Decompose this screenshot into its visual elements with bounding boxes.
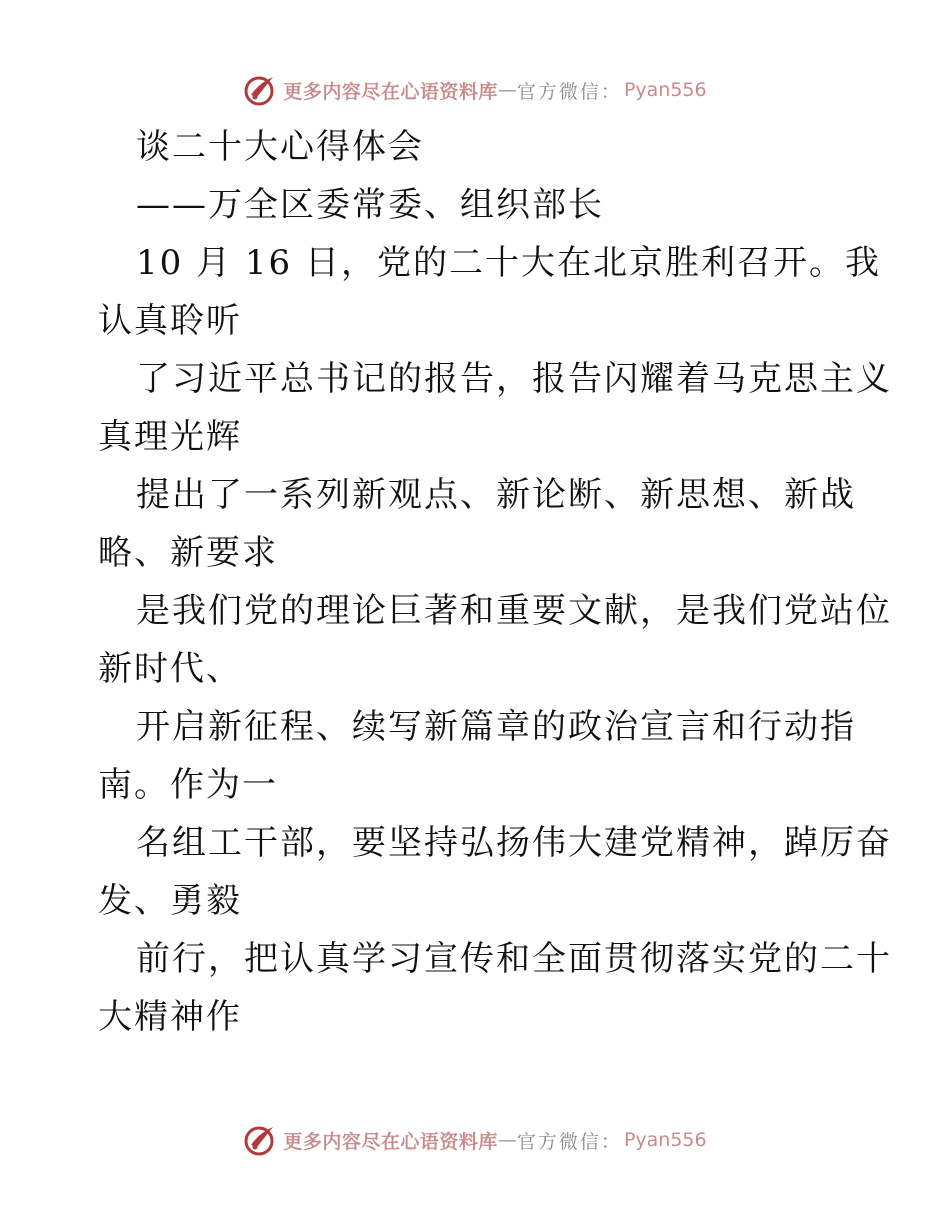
banner-separator: — <box>497 79 517 101</box>
text-line: 真理光辉 <box>98 417 242 457</box>
footer-banner <box>0 1120 950 1160</box>
text-line: 提出了一系列新观点、新论断、新思想、新战 <box>136 475 856 515</box>
banner-wechat-id: Pyan556 <box>623 79 707 101</box>
text-line: 名组工干部，要坚持弘扬伟大建党精神，踔厉奋 <box>136 823 892 863</box>
document-body <box>98 118 892 1046</box>
document-byline: ——万全区委常委、组织部长 <box>136 185 604 225</box>
text-line: 新时代、 <box>98 649 242 689</box>
text-line: 10 月 16 日，党的二十大在北京胜利召开。我 <box>136 243 881 283</box>
banner-main-text: 更多内容尽在心语资料库 <box>283 80 498 103</box>
banner-main-text: 更多内容尽在心语资料库 <box>283 1130 498 1153</box>
brush-logo-icon <box>243 73 277 107</box>
text-line: 是我们党的理论巨著和重要文献，是我们党站位 <box>136 591 892 631</box>
text-line: 南。作为一 <box>98 765 278 805</box>
header-banner <box>0 70 950 110</box>
text-line: 认真聆听 <box>98 301 242 341</box>
brush-logo-icon <box>243 1123 277 1157</box>
text-line: 发、勇毅 <box>98 881 242 921</box>
text-line: 大精神作 <box>98 997 242 1037</box>
text-line: 前行，把认真学习宣传和全面贯彻落实党的二十 <box>136 939 892 979</box>
banner-separator: — <box>497 1129 517 1151</box>
banner-wechat-id: Pyan556 <box>623 1129 707 1151</box>
text-line: 开启新征程、续写新篇章的政治宣言和行动指 <box>136 707 856 747</box>
banner-wechat-label: 官方微信： <box>516 1130 622 1153</box>
text-line: 了习近平总书记的报告，报告闪耀着马克思主义 <box>136 359 892 399</box>
text-line: 略、新要求 <box>98 533 278 573</box>
banner-wechat-label: 官方微信： <box>516 80 622 103</box>
document-title: 谈二十大心得体会 <box>136 127 424 167</box>
